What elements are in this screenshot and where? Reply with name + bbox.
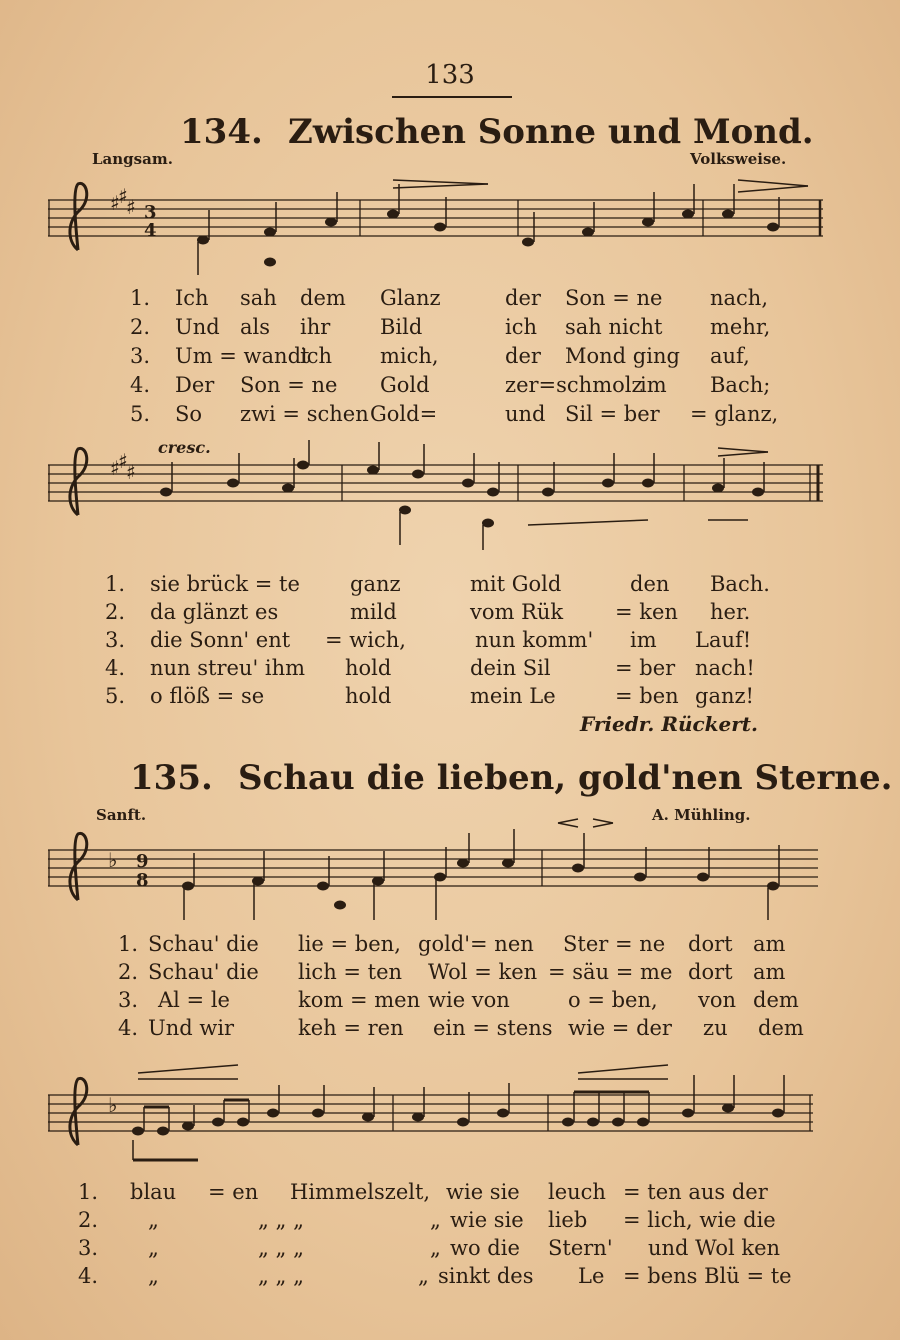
lyric-word: im <box>640 373 667 397</box>
page-number: 133 <box>425 60 475 90</box>
lyric-word: Le <box>578 1264 605 1288</box>
lyric-word: nach! <box>695 656 755 680</box>
lyric-word: mit Gold <box>470 572 562 596</box>
lyric-word: dein Sil <box>470 656 551 680</box>
song-135-tempo: Sanft. <box>96 806 147 824</box>
lyric-word: sie brück = te <box>150 572 300 596</box>
lyric-word: blau <box>130 1180 177 1204</box>
lyric-word: Son = ne <box>240 373 338 397</box>
lyric-word: wie = der <box>568 1016 672 1040</box>
lyric-word: „ <box>430 1208 441 1232</box>
lyric-word: nun komm' <box>475 628 594 652</box>
verse-line <box>78 1264 818 1292</box>
lyric-word: wie von <box>428 988 510 1012</box>
song-135-title: Schau die lieben, gold'nen Sterne. <box>238 758 893 798</box>
lyric-word: mich, <box>380 344 439 368</box>
lyric-word: mein Le <box>470 684 556 708</box>
verse-line <box>78 1208 818 1236</box>
verse-number: 1. <box>130 286 151 310</box>
lyric-word: lich = ten <box>298 960 403 984</box>
lyric-word: hold <box>345 656 392 680</box>
lyric-word: = wich, <box>325 628 406 652</box>
lyric-word: = ken <box>615 600 678 624</box>
lyric-word: „ <box>418 1264 429 1288</box>
lyric-word: Gold <box>380 373 430 397</box>
verse-line <box>120 344 800 373</box>
song-134-tempo: Langsam. <box>92 150 173 168</box>
lyric-word: mild <box>350 600 397 624</box>
lyric-word: zu <box>703 1016 728 1040</box>
song-134-number: 134. <box>180 112 263 152</box>
verse-line <box>118 1016 818 1044</box>
svg-text:♭: ♭ <box>108 848 118 872</box>
verse-number: 5. <box>130 402 151 426</box>
lyric-word: = glanz, <box>690 402 779 426</box>
verse-line <box>78 1236 818 1264</box>
lyric-word: Und <box>175 315 220 339</box>
svg-text:♯: ♯ <box>118 184 128 208</box>
page-number-rule <box>392 96 512 98</box>
verse-number: 2. <box>78 1208 99 1232</box>
song-134-verses-b <box>100 572 800 712</box>
lyric-word: Mond ging <box>565 344 680 368</box>
lyric-word: Um = wandt <box>175 344 310 368</box>
verse-number: 1. <box>105 572 126 596</box>
song-134-staff-1 <box>48 170 828 280</box>
lyric-word: Al = le <box>158 988 230 1012</box>
lyric-word: kom = men <box>298 988 421 1012</box>
lyric-word: = lich, wie die <box>623 1208 776 1232</box>
lyric-word: gold'= nen <box>418 932 534 956</box>
verse-line <box>118 988 818 1016</box>
lyric-word: sinkt des <box>438 1264 534 1288</box>
verse-number: 3. <box>78 1236 99 1260</box>
lyric-word: vom Rük <box>470 600 564 624</box>
lyric-word: = bens Blü = te <box>623 1264 792 1288</box>
verse-number: 4. <box>78 1264 99 1288</box>
song-135-verses-b <box>78 1180 818 1292</box>
verse-number: 3. <box>118 988 139 1012</box>
verse-number: 4. <box>130 373 151 397</box>
lyric-word: wie sie <box>450 1208 524 1232</box>
lyric-word: der <box>505 286 541 310</box>
verse-number: 2. <box>105 600 126 624</box>
lyric-word: Lauf! <box>695 628 752 652</box>
lyric-word: wie sie <box>446 1180 520 1204</box>
lyric-word: ganz! <box>695 684 754 708</box>
verse-line <box>100 684 800 712</box>
song-135-composer: A. Mühling. <box>652 806 751 824</box>
verse-line <box>120 315 800 344</box>
lyric-word: her. <box>710 600 751 624</box>
lyric-word: „ <box>148 1236 159 1260</box>
lyric-word: o flöß = se <box>150 684 265 708</box>
lyric-word: zwi = schen <box>240 402 369 426</box>
lyric-word: „ „ „ <box>258 1208 304 1232</box>
verse-number: 5. <box>105 684 126 708</box>
lyric-word: der <box>505 344 541 368</box>
lyric-word: mehr, <box>710 315 771 339</box>
lyric-word: Son = ne <box>565 286 663 310</box>
lyric-word: ich <box>300 344 333 368</box>
lyric-word: Sil = ber <box>565 402 660 426</box>
verse-line <box>120 373 800 402</box>
lyric-word: „ <box>430 1236 441 1260</box>
lyric-word: „ „ „ <box>258 1264 304 1288</box>
lyric-word: ein = stens <box>433 1016 553 1040</box>
song-134-title: Zwischen Sonne und Mond. <box>288 112 814 152</box>
lyric-word: von <box>698 988 737 1012</box>
lyric-word: am <box>753 960 786 984</box>
lyric-word: „ <box>148 1264 159 1288</box>
lyric-word: sah <box>240 286 277 310</box>
lyric-word: dort <box>688 932 733 956</box>
lyric-word: ganz <box>350 572 401 596</box>
song-134-source: Volksweise. <box>690 150 787 168</box>
lyric-word: Schau' die <box>148 960 259 984</box>
song-135-staff-2 <box>48 1045 828 1170</box>
lyric-word: Bach. <box>710 572 770 596</box>
song-134-staff-2 <box>48 440 828 560</box>
lyric-word: nach, <box>710 286 769 310</box>
lyric-word: dort <box>688 960 733 984</box>
lyric-word: als <box>240 315 271 339</box>
verse-number: 1. <box>118 932 139 956</box>
verse-line <box>100 656 800 684</box>
lyric-word: dem <box>753 988 799 1012</box>
song-134-verses-a <box>120 286 800 431</box>
verse-line <box>120 286 800 315</box>
lyric-word: den <box>630 572 670 596</box>
lyric-word: leuch <box>548 1180 606 1204</box>
verse-number: 2. <box>118 960 139 984</box>
lyric-word: Bach; <box>710 373 771 397</box>
lyric-word: dem <box>300 286 346 310</box>
verse-number: 2. <box>130 315 151 339</box>
verse-line <box>120 402 800 431</box>
song-135-verses-a <box>118 932 818 1044</box>
lyric-word: nun streu' ihm <box>150 656 306 680</box>
lyric-word: Gold= <box>370 402 438 426</box>
lyric-word: im <box>630 628 657 652</box>
lyric-word: So <box>175 402 203 426</box>
lyric-word: dem <box>758 1016 804 1040</box>
lyric-word: Himmelszelt, <box>290 1180 431 1204</box>
svg-text:9: 9 <box>136 851 149 872</box>
verse-number: 3. <box>130 344 151 368</box>
svg-text:♯: ♯ <box>110 456 120 480</box>
verse-line <box>100 572 800 600</box>
lyric-word: Der <box>175 373 215 397</box>
svg-text:♯: ♯ <box>118 449 128 473</box>
verse-number: 3. <box>105 628 126 652</box>
lyric-word: = säu = me <box>548 960 673 984</box>
lyric-word: und Wol ken <box>648 1236 781 1260</box>
lyric-word: „ <box>148 1208 159 1232</box>
svg-text:♯: ♯ <box>110 191 120 215</box>
verse-number: 1. <box>78 1180 99 1204</box>
svg-text:4: 4 <box>144 220 157 241</box>
verse-line <box>78 1180 818 1208</box>
lyric-word: = ben <box>615 684 679 708</box>
lyric-word: zer=schmolz <box>505 373 643 397</box>
lyric-word: Und wir <box>148 1016 235 1040</box>
song-134-author: Friedr. Rückert. <box>580 712 758 736</box>
dynamic-marking: cresc. <box>158 438 211 457</box>
verse-number: 4. <box>118 1016 139 1040</box>
lyric-word: lieb <box>548 1208 588 1232</box>
svg-text:3: 3 <box>144 202 157 223</box>
verse-line <box>118 960 818 988</box>
lyric-word: Glanz <box>380 286 441 310</box>
lyric-word: Schau' die <box>148 932 259 956</box>
lyric-word: lie = ben, <box>298 932 401 956</box>
svg-text:8: 8 <box>136 870 149 891</box>
lyric-word: o = ben, <box>568 988 658 1012</box>
svg-text:♯: ♯ <box>126 195 136 219</box>
lyric-word: da glänzt es <box>150 600 279 624</box>
verse-line <box>118 932 818 960</box>
lyric-word: Ster = ne <box>563 932 666 956</box>
lyric-word: und <box>505 402 546 426</box>
lyric-word: keh = ren <box>298 1016 404 1040</box>
lyric-word: ich <box>505 315 538 339</box>
lyric-word: Wol = ken <box>428 960 538 984</box>
lyric-word: Bild <box>380 315 423 339</box>
lyric-word: = en <box>208 1180 259 1204</box>
svg-text:♯: ♯ <box>126 460 136 484</box>
svg-text:♭: ♭ <box>108 1093 118 1117</box>
verse-line <box>100 600 800 628</box>
lyric-word: die Sonn' ent <box>150 628 291 652</box>
lyric-word: „ „ „ <box>258 1236 304 1260</box>
lyric-word: ihr <box>300 315 331 339</box>
lyric-word: hold <box>345 684 392 708</box>
lyric-word: wo die <box>450 1236 520 1260</box>
lyric-word: Stern' <box>548 1236 613 1260</box>
lyric-word: sah nicht <box>565 315 663 339</box>
lyric-word: = ber <box>615 656 676 680</box>
lyric-word: am <box>753 932 786 956</box>
lyric-word: auf, <box>710 344 750 368</box>
lyric-word: Ich <box>175 286 209 310</box>
verse-line <box>100 628 800 656</box>
song-135-staff-1 <box>48 815 828 930</box>
lyric-word: = ten aus der <box>623 1180 768 1204</box>
verse-number: 4. <box>105 656 126 680</box>
song-135-number: 135. <box>130 758 213 798</box>
